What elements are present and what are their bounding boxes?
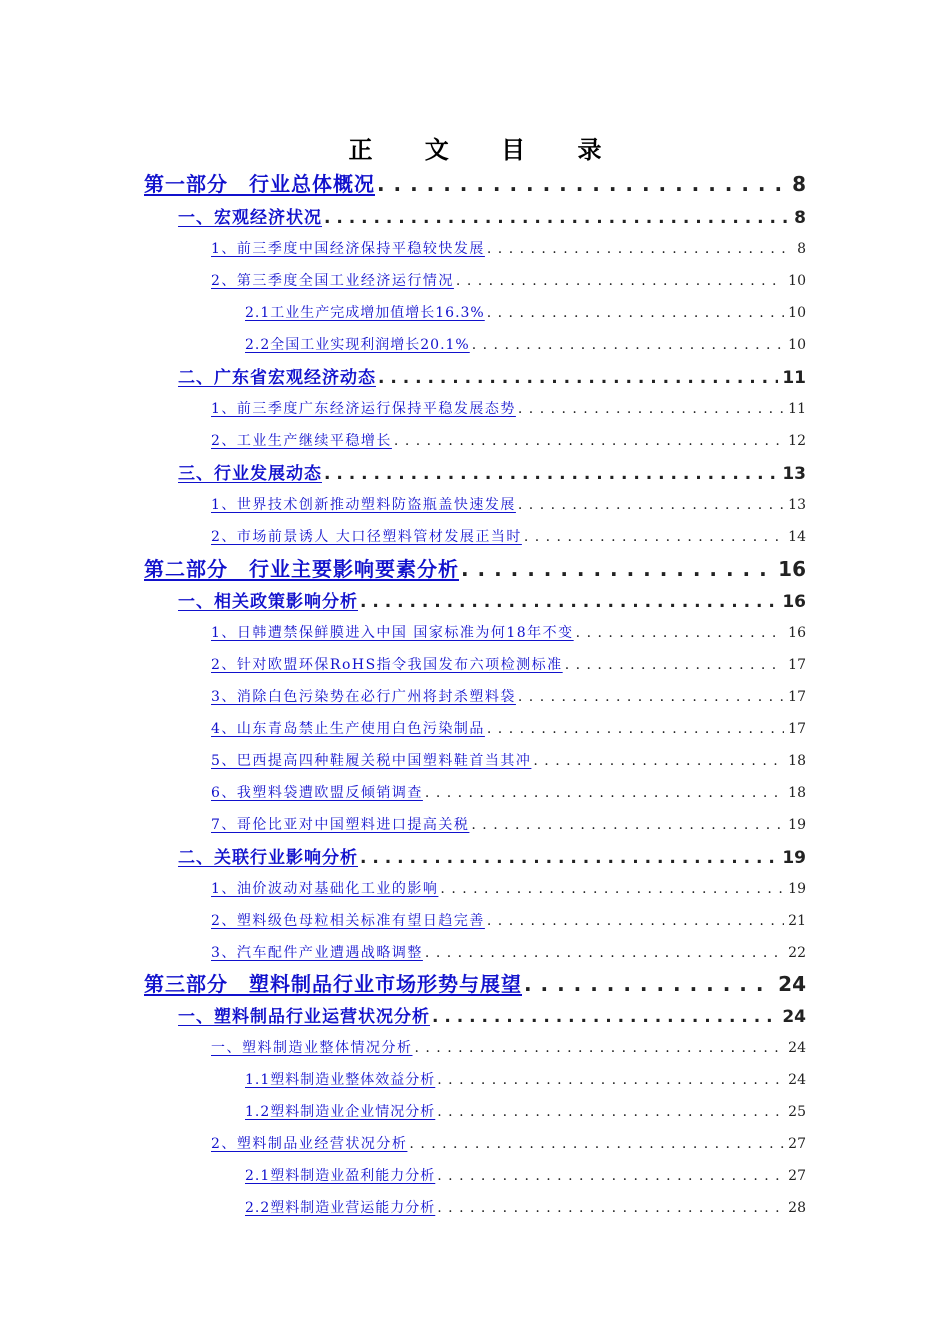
toc-entry[interactable] [245,334,806,354]
page-number: 17 [788,689,806,705]
toc-entry[interactable] [211,750,806,770]
page-number: 17 [788,657,806,673]
leader-dots [487,305,784,321]
leader-dots [437,1072,784,1088]
toc-entry-link[interactable]: 2、塑料制品业经营状况分析 [211,1136,408,1152]
toc-entry-link[interactable]: 1、日韩遭禁保鲜膜进入中国 国家标准为何18年不变 [211,625,574,641]
page-number: 17 [788,721,806,737]
page-number: 16 [788,625,806,641]
page-number: 16 [778,557,806,581]
toc-entry[interactable] [211,910,806,930]
page-number: 10 [788,305,806,321]
leader-dots [461,557,774,581]
toc-entry[interactable] [211,1133,806,1153]
toc-entry-link[interactable]: 二、广东省宏观经济动态 [178,368,376,388]
leader-dots [471,817,784,833]
leader-dots [524,529,784,545]
toc-entry[interactable] [178,587,806,612]
leader-dots [518,497,784,513]
page-number: 28 [788,1200,806,1216]
leader-dots [518,689,784,705]
toc-entry-link[interactable]: 3、汽车配件产业遭遇战略调整 [211,945,423,961]
toc-entry-link[interactable]: 2、塑料级色母粒相关标准有望日趋完善 [211,913,485,929]
toc-entry-link[interactable]: 3、消除白色污染势在必行广州将封杀塑料袋 [211,689,516,705]
leader-dots [425,785,784,801]
toc-entry[interactable] [211,686,806,706]
page-number: 24 [778,972,806,996]
leader-dots [360,848,778,868]
toc-entry[interactable] [245,1069,806,1089]
toc-entry-link[interactable]: 1、油价波动对基础化工业的影响 [211,881,439,897]
page-number: 8 [797,241,806,257]
toc-entry[interactable] [211,654,806,674]
leader-dots [437,1200,784,1216]
toc-entry-link[interactable]: 三、行业发展动态 [178,464,322,484]
toc-entry[interactable] [144,168,806,197]
toc-entry-link[interactable]: 一、塑料制品行业运营状况分析 [178,1007,430,1027]
leader-dots [440,881,784,897]
leader-dots [524,972,774,996]
page-number: 27 [788,1168,806,1184]
leader-dots [576,625,785,641]
leader-dots [456,273,784,289]
toc-entry-link[interactable]: 2.1工业生产完成增加值增长16.3% [245,305,485,321]
leader-dots [518,401,784,417]
page-number: 22 [788,945,806,961]
leader-dots [377,172,788,196]
leader-dots [487,721,784,737]
toc-entry[interactable] [245,1165,806,1185]
toc-entry-link[interactable]: 一、宏观经济状况 [178,208,322,228]
toc-entry-link[interactable]: 2、市场前景诱人 大口径塑料管材发展正当时 [211,529,522,545]
page-number: 19 [782,848,806,868]
toc-entry-link[interactable]: 1.2塑料制造业企业情况分析 [245,1104,436,1120]
toc-entry[interactable] [211,238,806,258]
toc-entry-link[interactable]: 1、前三季度中国经济保持平稳较快发展 [211,241,485,257]
toc-entry[interactable] [245,1197,806,1217]
toc-entry[interactable] [211,718,806,738]
leader-dots [487,241,793,257]
toc-entry[interactable] [211,1037,806,1057]
toc-entry[interactable] [144,968,806,997]
page-number: 19 [788,817,806,833]
page-number: 27 [788,1136,806,1152]
page-title: 正 文 目 录 [348,135,624,164]
leader-dots [565,657,784,673]
toc-entry[interactable] [211,494,806,514]
toc-entry-link[interactable]: 2.2全国工业实现利润增长20.1% [245,337,470,353]
toc-entry-link[interactable]: 2.2塑料制造业营运能力分析 [245,1200,436,1216]
leader-dots [324,208,790,228]
leader-dots [487,913,784,929]
leader-dots [409,1136,784,1152]
toc-entry-link[interactable]: 2.1塑料制造业盈利能力分析 [245,1168,436,1184]
toc-entry-link[interactable]: 5、巴西提高四种鞋履关税中国塑料鞋首当其冲 [211,753,532,769]
toc-entry[interactable] [178,843,806,868]
page-number: 14 [788,529,806,545]
toc-entry-link[interactable]: 二、关联行业影响分析 [178,848,358,868]
toc-entry[interactable] [178,203,806,228]
toc-entry-link[interactable]: 1.1塑料制造业整体效益分析 [245,1072,436,1088]
page-number: 24 [788,1040,806,1056]
leader-dots [324,464,778,484]
toc-entry-link[interactable]: 2、针对欧盟环保RoHS指令我国发布六项检测标准 [211,657,563,673]
toc-entry[interactable] [211,622,806,642]
toc-entry[interactable] [211,430,806,450]
page-number: 25 [788,1104,806,1120]
page-number: 19 [788,881,806,897]
leader-dots [378,368,778,388]
leader-dots [425,945,784,961]
toc-entry-link[interactable]: 第三部分 塑料制品行业市场形势与展望 [144,972,522,996]
toc-entry-link[interactable]: 2、工业生产继续平稳增长 [211,433,392,449]
toc-entry-link[interactable]: 6、我塑料袋遭欧盟反倾销调查 [211,785,423,801]
page-number: 13 [788,497,806,513]
toc-entry-link[interactable]: 第二部分 行业主要影响要素分析 [144,557,459,581]
leader-dots [472,337,784,353]
toc-entry-link[interactable]: 第一部分 行业总体概况 [144,172,375,196]
page-number: 13 [782,464,806,484]
toc-entry-link[interactable]: 2、第三季度全国工业经济运行情况 [211,273,454,289]
toc-entry-link[interactable]: 7、哥伦比亚对中国塑料进口提高关税 [211,817,470,833]
leader-dots [360,592,778,612]
page-number: 11 [788,401,806,417]
page-number: 8 [794,208,806,228]
leader-dots [533,753,784,769]
toc-entry[interactable] [144,553,806,582]
page-number: 18 [788,753,806,769]
page-number: 10 [788,337,806,353]
leader-dots [394,433,784,449]
toc-entry[interactable] [178,459,806,484]
toc-entry-link[interactable]: 一、相关政策影响分析 [178,592,358,612]
page-number: 10 [788,273,806,289]
leader-dots [415,1040,785,1056]
toc-entry-link[interactable]: 一、塑料制造业整体情况分析 [211,1040,413,1056]
page-number: 11 [782,368,806,388]
page-number: 8 [792,172,806,196]
toc-entry[interactable] [211,398,806,418]
toc-entry[interactable] [178,1002,806,1027]
page-number: 16 [782,592,806,612]
page-number: 21 [788,913,806,929]
leader-dots [437,1104,784,1120]
page-number: 12 [788,433,806,449]
toc-entry[interactable] [211,878,806,898]
toc-entry-link[interactable]: 1、世界技术创新推动塑料防盗瓶盖快速发展 [211,497,516,513]
toc-entry[interactable] [245,302,806,322]
leader-dots [432,1007,778,1027]
toc-entry[interactable] [211,814,806,834]
toc-entry[interactable] [211,526,806,546]
page-number: 18 [788,785,806,801]
toc-entry-link[interactable]: 4、山东青岛禁止生产使用白色污染制品 [211,721,485,737]
toc-entry[interactable] [211,782,806,802]
toc-entry-link[interactable]: 1、前三季度广东经济运行保持平稳发展态势 [211,401,516,417]
page-number: 24 [788,1072,806,1088]
toc-entry[interactable] [245,1101,806,1121]
toc-entry[interactable] [211,270,806,290]
page-number: 24 [782,1007,806,1027]
toc-entry[interactable] [178,363,806,388]
leader-dots [437,1168,784,1184]
toc-entry[interactable] [211,942,806,962]
